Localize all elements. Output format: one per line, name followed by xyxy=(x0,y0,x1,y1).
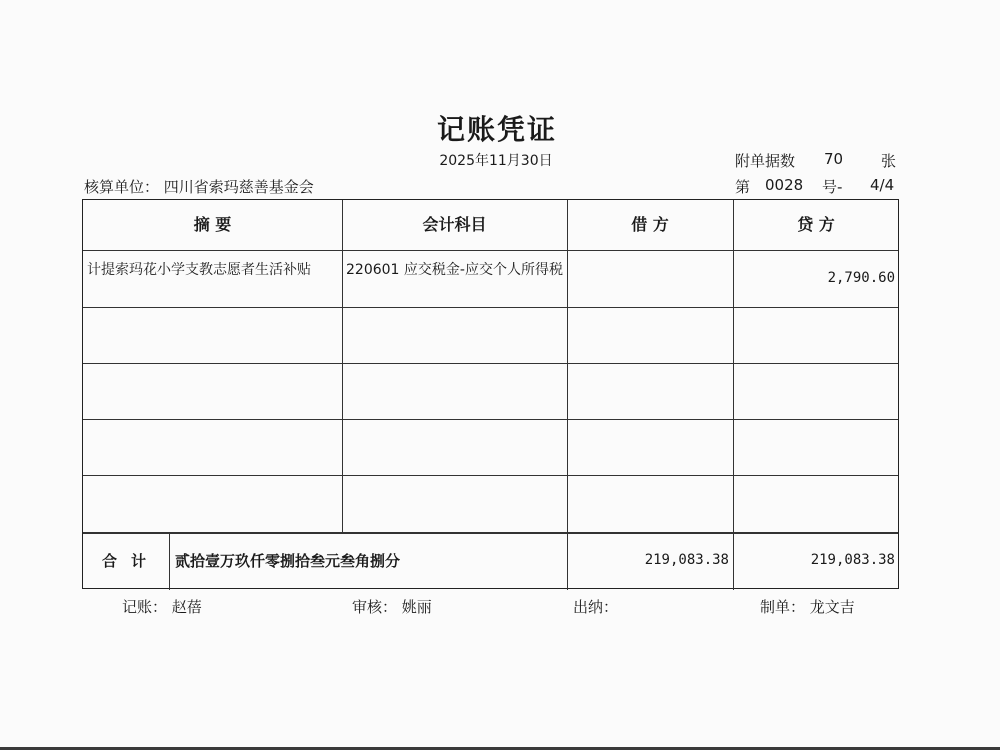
accounting-unit-label: 核算单位： xyxy=(84,178,160,196)
row-1-credit: 2,790.60 xyxy=(827,270,895,286)
document-title: 记账凭证 xyxy=(436,113,557,146)
voucher-suffix: 号- xyxy=(822,178,843,196)
total-debit: 219,083.38 xyxy=(644,552,729,568)
row-divider-2 xyxy=(83,363,898,364)
preparer-name: 龙文吉 xyxy=(809,598,855,616)
signature-bookkeeper xyxy=(122,596,202,617)
header-debit: 借 方 xyxy=(631,215,669,234)
voucher-page-count: 4/4 xyxy=(870,176,895,194)
bookkeeper-name: 赵蓓 xyxy=(171,598,202,616)
voucher-number: 0028 xyxy=(765,176,804,194)
row-divider-4 xyxy=(83,475,898,476)
total-amount-words: 贰拾壹万玖仟零捌拾叁元叁角捌分 xyxy=(175,552,401,570)
header-account: 会计科目 xyxy=(422,215,487,234)
voucher-table xyxy=(82,199,899,589)
auditor-label: 审核： xyxy=(352,598,398,616)
signature-cashier xyxy=(573,596,618,617)
voucher-date: 2025年11月30日 xyxy=(439,153,553,169)
accounting-unit xyxy=(84,176,314,197)
row-divider-3 xyxy=(83,419,898,420)
bookkeeper-label: 记账： xyxy=(122,598,168,616)
voucher-prefix: 第 xyxy=(735,178,751,196)
row-1-summary: 计提索玛花小学支教志愿者生活补贴 xyxy=(87,262,311,278)
attachments-unit: 张 xyxy=(881,152,897,170)
total-label: 合计 xyxy=(101,552,160,570)
row-1-account: 220601 应交税金-应交个人所得税 xyxy=(346,262,563,278)
attachments-label: 附单据数 xyxy=(735,152,796,170)
total-divider xyxy=(169,533,170,590)
row-divider-header xyxy=(83,250,898,251)
accounting-unit-value: 四川省索玛慈善基金会 xyxy=(163,178,314,196)
total-credit: 219,083.38 xyxy=(810,552,895,568)
signature-preparer xyxy=(760,596,855,617)
attachments-count: 70 xyxy=(824,150,844,168)
cashier-label: 出纳： xyxy=(573,598,619,616)
header-credit: 贷 方 xyxy=(797,215,835,234)
preparer-label: 制单： xyxy=(760,598,806,616)
header-summary: 摘 要 xyxy=(193,215,232,234)
row-divider-1 xyxy=(83,307,898,308)
auditor-name: 姚丽 xyxy=(401,598,432,616)
signature-auditor xyxy=(352,596,432,617)
